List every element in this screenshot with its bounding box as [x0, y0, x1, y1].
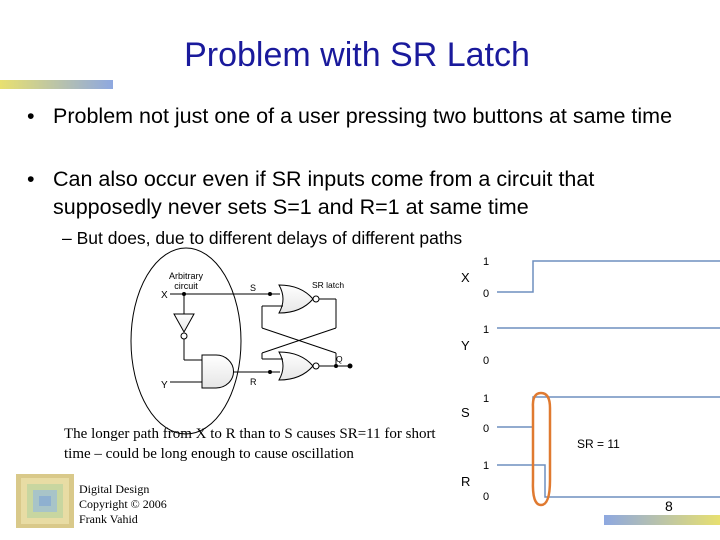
- book-cover-logo: [16, 474, 74, 528]
- bullet-marker: •: [27, 104, 35, 128]
- y-input-label: Y: [161, 380, 168, 391]
- r-low-label: 0: [483, 491, 490, 503]
- r-label: R: [250, 377, 257, 387]
- sub-bullet: – But does, due to different delays of different paths: [62, 228, 463, 248]
- y-low-label: 0: [483, 355, 490, 367]
- nor-bottom-bubble: [313, 363, 319, 369]
- r-high-label: 1: [483, 460, 490, 472]
- bullet-2-text: Can also occur even if SR inputs come from a circuit that supposedly never sets S=1 and R=1 at same time: [53, 167, 595, 219]
- signal-r-label: R: [461, 474, 471, 489]
- r-input-node: [268, 370, 272, 374]
- x-low-label: 0: [483, 288, 490, 300]
- x-waveform: [497, 261, 720, 292]
- timing-diagram: [461, 256, 720, 505]
- arbitrary-label-1: Arbitrary: [168, 271, 204, 281]
- nor-gate-top: [279, 285, 313, 313]
- arbitrary-circuit: [131, 248, 280, 434]
- x-input-label: X: [161, 290, 168, 301]
- nor-top-bubble: [313, 296, 319, 302]
- sr-11-highlight: [533, 393, 550, 505]
- s-low-label: 0: [483, 423, 490, 435]
- signal-s-label: S: [461, 405, 470, 420]
- bullet-1-text: Problem not just one of a user pressing two buttons at same time: [53, 104, 673, 128]
- arbitrary-label-2: circuit: [174, 281, 198, 291]
- s-label: S: [250, 283, 257, 293]
- and-gate: [202, 355, 234, 388]
- bullet-marker: •: [27, 167, 35, 191]
- sr-latch: [250, 280, 353, 387]
- credit-line-1: Digital Design: [79, 482, 150, 496]
- x-high-label: 1: [483, 256, 490, 268]
- s-waveform: [497, 397, 720, 427]
- footer-accent-bar: [604, 515, 720, 525]
- s-input-node: [268, 292, 272, 296]
- s-high-label: 1: [483, 393, 490, 405]
- slide-title: Problem with SR Latch: [184, 36, 530, 74]
- credit-block: [79, 482, 167, 527]
- credit-line-3: Frank Vahid: [79, 512, 138, 526]
- credit-line-2: Copyright © 2006: [79, 497, 167, 511]
- sr-11-annotation: SR = 11: [577, 437, 620, 451]
- sr-latch-label: SR latch: [312, 280, 345, 290]
- y-high-label: 1: [483, 324, 490, 336]
- diagram-caption: The longer path from X to R than to S causes SR=11 for short time – could be long enough to cause oscillation: [64, 426, 436, 462]
- inverter-bubble: [181, 333, 187, 339]
- r-waveform: [497, 465, 720, 497]
- q-label: Q: [336, 354, 343, 364]
- inverter-gate: [174, 314, 194, 332]
- signal-y-label: Y: [461, 338, 470, 353]
- page-number: 8: [665, 498, 673, 514]
- nor-gate-bottom: [279, 352, 313, 380]
- signal-x-label: X: [461, 270, 470, 285]
- q-output-node: [348, 364, 353, 369]
- junction-dot: [334, 364, 338, 368]
